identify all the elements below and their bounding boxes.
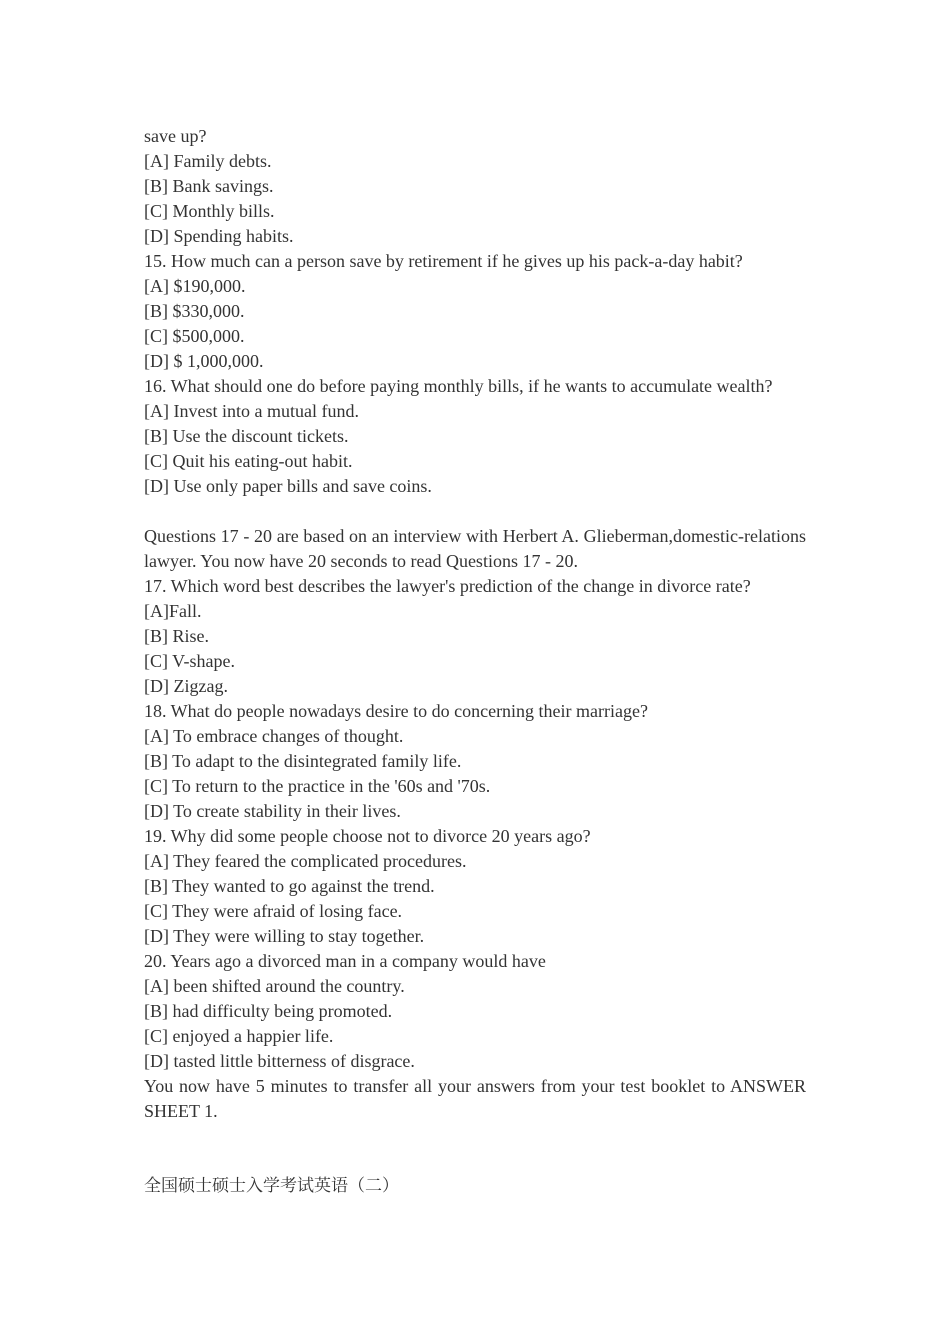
q18-option-a: [A] To embrace changes of thought.	[144, 726, 404, 746]
question-15: 15. How much can a person save by retirement if he gives up his pack-a-day habit?	[144, 251, 743, 271]
question-14-tail: save up?	[144, 126, 207, 146]
q18-option-b: [B] To adapt to the disintegrated family life.	[144, 751, 462, 771]
q14-option-a: [A] Family debts.	[144, 151, 272, 171]
q15-option-c: [C] $500,000.	[144, 326, 245, 346]
q19-option-a: [A] They feared the complicated procedures.	[144, 851, 467, 871]
q15-option-a: [A] $190,000.	[144, 276, 246, 296]
q14-option-c: [C] Monthly bills.	[144, 201, 275, 221]
q19-option-b: [B] They wanted to go against the trend.	[144, 876, 435, 896]
q17-option-c: [C] V-shape.	[144, 651, 235, 671]
q18-option-c: [C] To return to the practice in the '60s and '70s.	[144, 776, 491, 796]
q16-option-a: [A] Invest into a mutual fund.	[144, 401, 359, 421]
closing-instruction: You now have 5 minutes to transfer all your answers from your test booklet to ANSWER SHEET 1.	[144, 1076, 806, 1121]
q17-option-d: [D] Zigzag.	[144, 676, 228, 696]
spacer	[144, 499, 806, 524]
q20-option-a: [A] been shifted around the country.	[144, 976, 405, 996]
q19-option-d: [D] They were willing to stay together.	[144, 926, 425, 946]
q14-option-d: [D] Spending habits.	[144, 226, 294, 246]
q16-option-c: [C] Quit his eating-out habit.	[144, 451, 353, 471]
q18-option-d: [D] To create stability in their lives.	[144, 801, 401, 821]
q20-option-c: [C] enjoyed a happier life.	[144, 1026, 334, 1046]
q19-option-c: [C] They were afraid of losing face.	[144, 901, 403, 921]
q17-option-a: [A]Fall.	[144, 601, 202, 621]
q20-option-b: [B] had difficulty being promoted.	[144, 1001, 393, 1021]
question-19: 19. Why did some people choose not to divorce 20 years ago?	[144, 826, 591, 846]
next-section-heading: 全国硕士硕士入学考试英语（二）	[144, 1176, 399, 1196]
section-intro: Questions 17 - 20 are based on an interview with Herbert A. Glieberman,domestic-relations lawyer. You now have 20 seconds to read Questions 17 - 20.	[144, 526, 806, 571]
q15-option-d: [D] $ 1,000,000.	[144, 351, 264, 371]
question-17: 17. Which word best describes the lawyer's prediction of the change in divorce rate?	[144, 576, 751, 596]
q20-option-d: [D] tasted little bitterness of disgrace.	[144, 1051, 415, 1071]
q16-option-d: [D] Use only paper bills and save coins.	[144, 476, 432, 496]
q15-option-b: [B] $330,000.	[144, 301, 245, 321]
question-16: 16. What should one do before paying monthly bills, if he wants to accumulate wealth?	[144, 376, 773, 396]
question-20: 20. Years ago a divorced man in a company would have	[144, 951, 546, 971]
document-page	[144, 124, 806, 1199]
q14-option-b: [B] Bank savings.	[144, 176, 274, 196]
question-18: 18. What do people nowadays desire to do concerning their marriage?	[144, 701, 648, 721]
spacer	[144, 1124, 806, 1174]
q16-option-b: [B] Use the discount tickets.	[144, 426, 349, 446]
q17-option-b: [B] Rise.	[144, 626, 209, 646]
